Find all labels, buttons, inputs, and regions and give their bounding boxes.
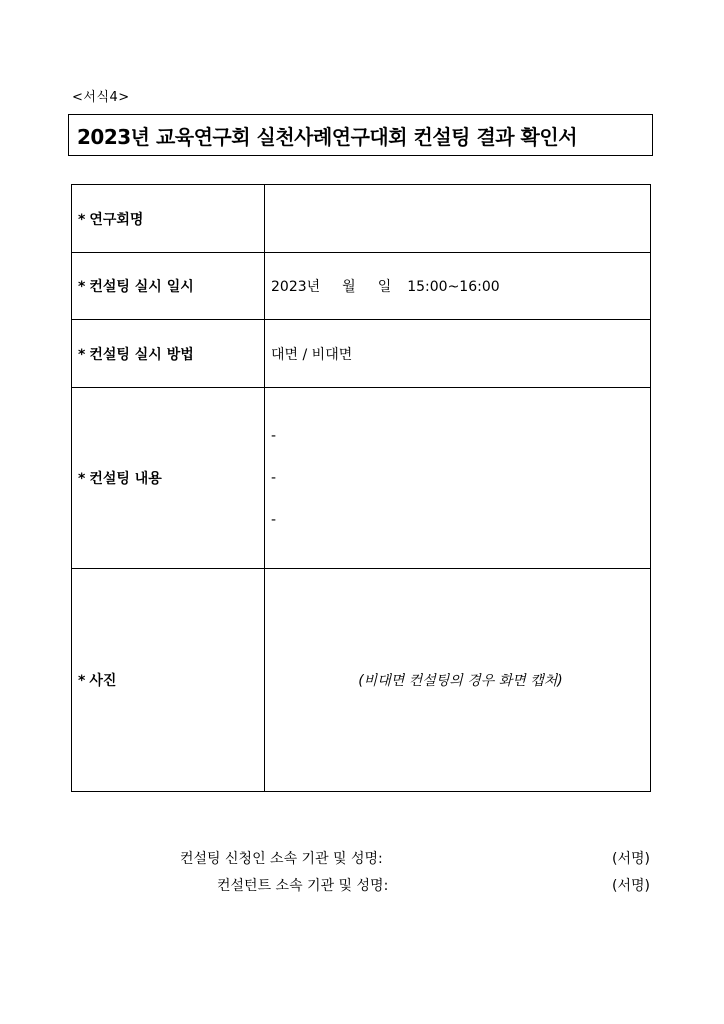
bullet-star: * [78,673,86,689]
bullet-star: * [78,211,86,228]
bullet-star: * [78,279,86,295]
document-title [68,114,653,156]
bullet-star: * [78,471,86,487]
photo-note: (비대면 컨설팅의 경우 화면 캡처) [358,673,563,689]
club-name-label-cell [72,185,265,253]
club-name-value-cell[interactable] [265,185,651,253]
table-row [72,569,651,792]
method-label-cell [72,320,265,388]
table-row [72,185,651,253]
photo-area[interactable] [265,569,651,792]
table-row [72,388,651,569]
method-label: 컨설팅 실시 방법 [89,346,194,363]
datetime-day: 일 [377,279,392,295]
content-label-cell [72,388,265,569]
club-name-label: 연구회명 [89,211,144,228]
datetime-label-cell [72,253,265,320]
table-row [72,253,651,320]
info-table [71,184,651,792]
list-item: - [271,428,277,444]
document-title-text: 2023년 교육연구회 실천사례연구대회 컨설팅 결과 확인서 [77,124,578,149]
photo-label-cell [72,569,265,792]
datetime-month: 월 [342,279,356,295]
list-item: - [271,470,277,486]
content-list [271,428,650,528]
content-value-cell[interactable] [265,388,651,569]
datetime-time: 15:00~16:00 [407,279,500,295]
consultant-sign-mark: (서명) [612,878,650,894]
datetime-year: 2023년 [271,279,321,295]
method-value: 대면 / 비대면 [271,346,353,363]
consultant-signature-label: 컨설턴트 소속 기관 및 성명: [217,878,389,894]
applicant-sign-mark: (서명) [612,851,650,867]
photo-label: 사진 [89,673,117,689]
list-item: - [271,512,277,528]
bullet-star: * [78,346,86,363]
form-number-label: <서식4> [72,90,130,105]
content-label: 컨설팅 내용 [89,471,162,487]
table-row [72,320,651,388]
method-value-cell[interactable] [265,320,651,388]
datetime-value-cell[interactable] [265,253,651,320]
applicant-signature-label: 컨설팅 신청인 소속 기관 및 성명: [180,851,383,867]
datetime-label: 컨설팅 실시 일시 [89,279,194,295]
